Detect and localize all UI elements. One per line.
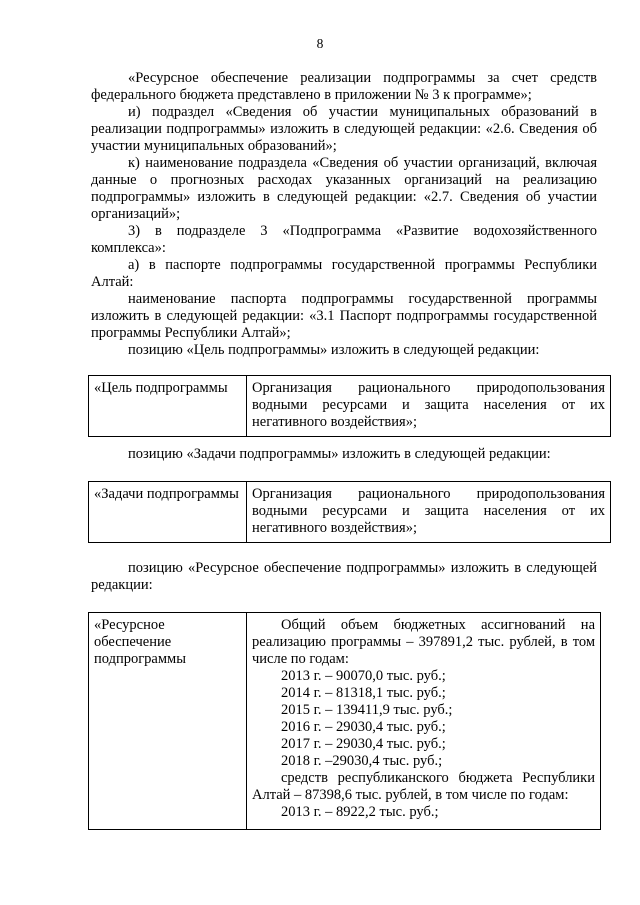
resources-intro: Общий объем бюджетных ассигнований на реализацию программы – 397891,2 тыс. рублей, в том числе по годам: [252,617,595,667]
goal-label-cell: «Цель подпрограммы [89,376,247,437]
tasks-value-cell: Организация рационального природопользования водными ресурсами и защита населения от их негативного воздействия»; [247,482,611,543]
paragraph-resources-position: позицию «Ресурсное обеспечение подпрограммы» изложить в следующей редакции: [91,560,597,593]
paragraph-resource-federal: «Ресурсное обеспечение реализации подпрограммы за счет средств федерального бюджета представлено в приложении № 3 к программе»; [91,70,597,103]
resources-label-cell: «Ресурсное обеспечение подпрограммы [89,613,247,830]
paragraph-item-3: 3) в подразделе 3 «Подпрограмма «Развитие водохозяйственного комплекса»: [91,223,597,256]
year-allocation-item: 2013 г. – 8922,2 тыс. руб.; [281,804,439,820]
year-allocation-item: 2013 г. – 90070,0 тыс. руб.; [281,668,446,684]
paragraph-goal-position: позицию «Цель подпрограммы» изложить в следующей редакции: [128,342,540,358]
year-allocation-item: 2018 г. –29030,4 тыс. руб.; [281,753,443,769]
year-allocation-item: 2014 г. – 81318,1 тыс. руб.; [281,685,446,701]
table-row [89,482,611,543]
year-allocation-item: 2016 г. – 29030,4 тыс. руб.; [281,719,446,735]
paragraph-passport-name: наименование паспорта подпрограммы государственной программы изложить в следующей редакции: «3.1 Паспорт подпрограммы государственной программы Республики Алтай»; [91,291,597,341]
paragraph-item-k: к) наименование подраздела «Сведения об участии организаций, включая данные о прогнозных расходах указанных организаций на реализацию подпрограммы» изложить в следующей редакции: «2.7. Сведения об участии организаций»; [91,155,597,222]
resources-republic: средств республиканского бюджета Республики Алтай – 87398,6 тыс. рублей, в том числе по годам: [252,770,595,803]
goal-value-cell: Организация рационального природопользования водными ресурсами и защита населения от их негативного воздействия»; [247,376,611,437]
paragraph-item-i: и) подраздел «Сведения об участии муниципальных образований в реализации подпрограммы» изложить в следующей редакции: «2.6. Сведения об участии муниципальных образований»; [91,104,597,154]
year-allocation-item: 2017 г. – 29030,4 тыс. руб.; [281,736,446,752]
table-row [89,376,611,437]
paragraph-item-a: а) в паспорте подпрограммы государственной программы Республики Алтай: [91,257,597,290]
resources-years-list [252,668,595,770]
table-row [89,613,601,830]
goal-table [88,375,611,437]
tasks-table [88,481,611,543]
resources-value-cell [247,613,601,830]
republic-years-list [252,804,595,821]
paragraph-tasks-position: позицию «Задачи подпрограммы» изложить в следующей редакции: [128,446,551,462]
year-allocation-item: 2015 г. – 139411,9 тыс. руб.; [281,702,453,718]
tasks-label-cell: «Задачи подпрограммы [89,482,247,543]
resources-table [88,612,601,830]
page-number: 8 [316,36,324,51]
